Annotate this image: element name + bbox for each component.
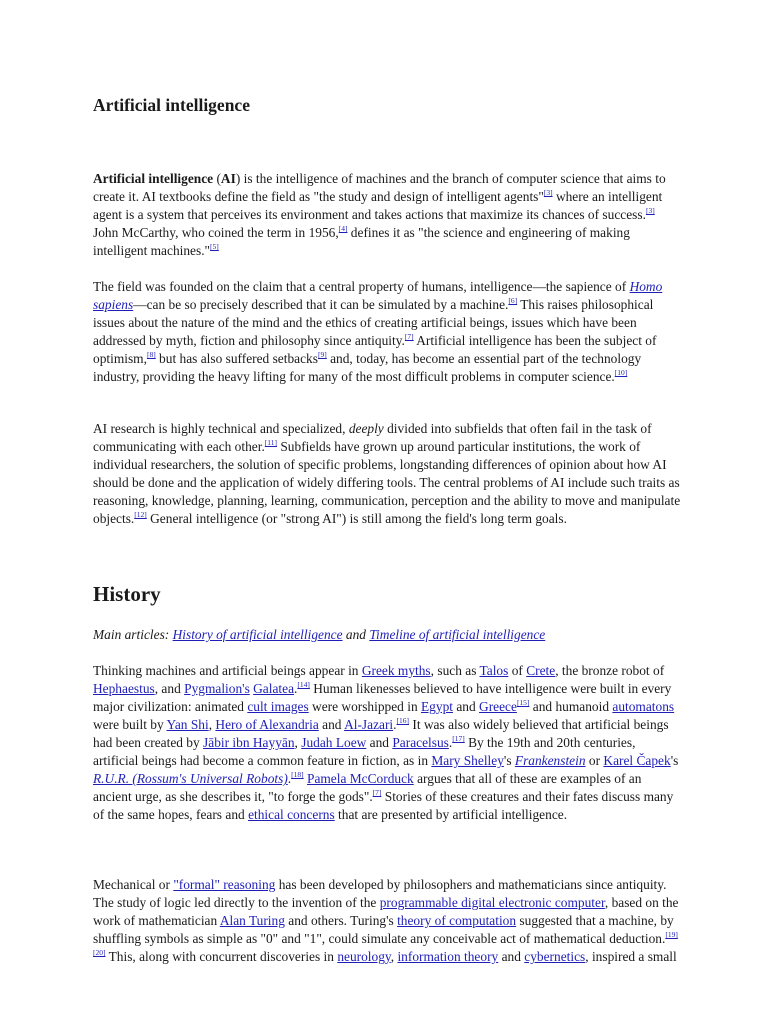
text: , xyxy=(390,949,398,964)
link-history-of-ai[interactable]: History of artificial intelligence xyxy=(172,627,343,642)
text: and humanoid xyxy=(529,699,613,714)
text: . xyxy=(287,771,292,786)
ref-link[interactable]: [17] xyxy=(452,734,465,743)
link[interactable]: Karel Čapek xyxy=(603,753,671,768)
ref-link[interactable]: [12] xyxy=(134,510,147,519)
abbr-term: AI xyxy=(220,171,236,186)
text: divided into subfields that often fail in the task of communicating with each other. xyxy=(93,421,652,454)
link[interactable]: programmable digital electronic computer xyxy=(379,895,605,910)
ref-link[interactable]: [9] xyxy=(317,350,327,359)
body-paragraph xyxy=(93,876,683,966)
text: ( xyxy=(213,171,221,186)
link[interactable]: Pygmalion's xyxy=(184,681,250,696)
link[interactable]: Pamela McCorduck xyxy=(307,771,414,786)
text: John McCarthy, who coined the term in 1956, xyxy=(93,225,339,240)
link[interactable]: theory of computation xyxy=(397,913,517,928)
text: . xyxy=(294,681,298,696)
link[interactable]: Greek myths xyxy=(361,663,431,678)
text: 's xyxy=(503,753,515,768)
text: has been developed by philosophers and mathematicians since antiquity. The study of logic led directly to the invention of the xyxy=(93,877,667,910)
text: AI research is highly technical and specialized, xyxy=(93,421,349,436)
ref-link[interactable]: [14] xyxy=(297,680,310,689)
text: , the bronze robot of xyxy=(555,663,665,678)
link[interactable]: ethical concerns xyxy=(248,807,335,822)
text: Subfields have grown up around particular institutions, the work of individual researchers, the solution of specific problems, longstanding differences of opinion about how AI should be done and the application of widely differing tools. The central problems of AI include such traits as reasoning, knowledge, planning, learning, communication, perception and the ability to move and manipulate objects. xyxy=(93,439,681,526)
ref-link[interactable]: [16] xyxy=(396,716,410,725)
link[interactable]: cult images xyxy=(247,699,309,714)
ref-link[interactable]: [18] xyxy=(291,770,304,779)
text: suggested that a machine, by shuffling symbols as simple as "0" and "1", could simulate any conceivable act of mathematical deduction. xyxy=(93,913,674,946)
ref-link[interactable]: [10] xyxy=(614,368,628,377)
link-timeline-of-ai[interactable]: Timeline of artificial intelligence xyxy=(369,627,546,642)
text: were built by xyxy=(93,717,167,732)
text: and xyxy=(498,949,525,964)
text: and xyxy=(342,627,370,642)
ref-link[interactable]: [7] xyxy=(404,332,414,341)
ref-link[interactable]: [7] xyxy=(372,788,382,797)
text: The field was founded on the claim that a central property of humans, intelligence—the sapience of xyxy=(93,279,630,294)
link[interactable]: Hephaestus xyxy=(93,681,155,696)
ref-link[interactable]: [11] xyxy=(264,438,278,447)
link[interactable]: Talos xyxy=(479,663,509,678)
link[interactable]: information theory xyxy=(397,949,499,964)
body-paragraph xyxy=(93,420,683,528)
text: and xyxy=(318,717,345,732)
text: , xyxy=(294,735,302,750)
lead-term: Artificial intelligence xyxy=(93,171,214,186)
ref-link[interactable]: [19][20] xyxy=(93,930,678,957)
link-text: Frankenstein xyxy=(514,753,586,768)
text: that are presented by artificial intelligence. xyxy=(334,807,568,822)
text: but has also suffered setbacks xyxy=(155,351,318,366)
link[interactable]: Hero of Alexandria xyxy=(215,717,319,732)
ref-link[interactable]: [4] xyxy=(338,224,348,233)
text: and, today, has become an essential part of the technology industry, providing the heavy lifting for many of the most difficult problems in computer science. xyxy=(93,351,642,384)
link[interactable]: "formal" reasoning xyxy=(173,877,276,892)
link-text: R.U.R. (Rossum's Universal Robots) xyxy=(93,771,288,786)
text: , such as xyxy=(430,663,480,678)
text: 's xyxy=(670,753,679,768)
link[interactable]: automatons xyxy=(612,699,675,714)
link[interactable]: Jābir ibn Hayyān xyxy=(203,735,295,750)
text: Stories of these creatures and their fates discuss many of the same hopes, fears and xyxy=(93,789,674,822)
link[interactable]: Crete xyxy=(526,663,556,678)
ref-link[interactable]: [6] xyxy=(508,296,518,305)
text: . xyxy=(393,717,397,732)
text: This, along with concurrent discoveries in xyxy=(105,949,338,964)
text: Human likenesses believed to have intelligence were built in every major civilization: animated xyxy=(93,681,672,714)
link[interactable]: Greece xyxy=(479,699,517,714)
link[interactable]: Judah Loew xyxy=(301,735,367,750)
text: defines it as "the science and engineering of making intelligent machines." xyxy=(93,225,630,258)
text: , xyxy=(208,717,216,732)
page-title: Artificial intelligence xyxy=(93,95,250,115)
ref-link[interactable]: [3] xyxy=(543,188,553,197)
link-text: Homo sapiens xyxy=(93,279,663,312)
link[interactable]: Egypt xyxy=(421,699,453,714)
link[interactable]: Alan Turing xyxy=(219,913,285,928)
text: Mechanical or xyxy=(93,877,174,892)
text: It was also widely believed that artificial beings had been created by xyxy=(93,717,669,750)
body-paragraph xyxy=(93,662,683,824)
intro-paragraph xyxy=(93,170,683,260)
hatnote xyxy=(93,626,683,644)
body-paragraph xyxy=(93,278,683,386)
text: Artificial intelligence has been the subject of optimism, xyxy=(93,333,657,366)
text: This raises philosophical issues about the nature of the mind and the ethics of creating artificial beings, issues which have been addressed by myth, fiction and philosophy since antiquity. xyxy=(93,297,654,348)
link[interactable] xyxy=(515,753,586,768)
text: and xyxy=(453,699,480,714)
ref-link[interactable]: [15] xyxy=(516,698,530,707)
link[interactable]: Al-Jazari xyxy=(344,717,394,732)
text: —can be so precisely described that it can be simulated by a machine. xyxy=(133,297,509,312)
ref-link[interactable]: [8] xyxy=(146,350,156,359)
text: and others. Turing's xyxy=(284,913,398,928)
text: General intelligence (or "strong AI") is still among the field's long term goals. xyxy=(146,511,567,526)
link[interactable]: Yan Shi xyxy=(166,717,209,732)
ref-link[interactable]: [5] xyxy=(210,242,219,251)
link[interactable]: Mary Shelley xyxy=(431,753,504,768)
text: , and xyxy=(154,681,185,696)
text: , based on the work of mathematician xyxy=(93,895,679,928)
text: . xyxy=(448,735,453,750)
link[interactable] xyxy=(93,771,288,786)
link[interactable]: Paracelsus xyxy=(392,735,449,750)
text: By the 19th and 20th centuries, artificial beings had become a common feature in fiction, as in xyxy=(93,735,636,768)
text: ) is the intelligence of machines and the branch of computer science that aims to create it. AI textbooks define the field as "the study and design of intelligent agents" xyxy=(93,171,666,204)
text: and xyxy=(366,735,393,750)
link[interactable]: Galatea xyxy=(253,681,295,696)
text: were worshipped in xyxy=(308,699,421,714)
text: , inspired a small xyxy=(585,949,677,964)
link[interactable]: neurology xyxy=(337,949,391,964)
link[interactable]: cybernetics xyxy=(524,949,586,964)
text: Main articles: xyxy=(93,627,173,642)
text: Thinking machines and artificial beings appear in xyxy=(93,663,362,678)
emphasis: deeply xyxy=(348,421,384,436)
text: of xyxy=(508,663,527,678)
ref-link[interactable]: [3] xyxy=(645,206,655,215)
text: argues that all of these are examples of an ancient urge, as she describes it, "to forge the gods". xyxy=(93,771,642,804)
text: where an intelligent agent is a system that perceives its environment and takes actions that maximize its chances of success. xyxy=(93,189,663,222)
text: or xyxy=(585,753,604,768)
section-heading-history: History xyxy=(93,582,161,606)
